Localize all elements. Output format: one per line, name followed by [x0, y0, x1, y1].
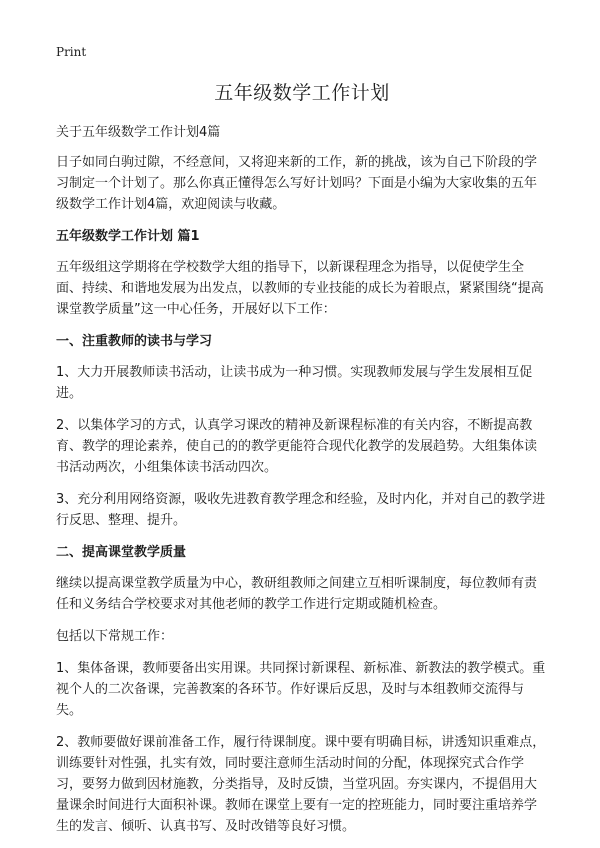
print-link[interactable]: Print [56, 45, 87, 59]
section-title: 五年级数学工作计划 篇1 [56, 229, 200, 244]
heading-teaching-quality: 二、提高课堂教学质量 [56, 545, 187, 560]
list-item: 1、大力开展教师读书活动，让读书成为一种习惯。实现教师发展与学生发展相互促进。 [56, 365, 533, 401]
document-subtitle: 关于五年级数学工作计划4篇 [56, 125, 221, 140]
paragraph: 包括以下常规工作： [56, 629, 174, 644]
section-intro-paragraph: 五年级组这学期将在学校数学大组的指导下，以新课程理念为指导，以促使学生全面、持续、和谐地发展为出发点，以教师的专业技能的成长为着眼点，紧紧围绕“提高课堂教学质量”这一中心任务，开展好以下工作： [56, 260, 544, 317]
list-item: 2、以集体学习的方式，认真学习课改的精神及新课程标准的有关内容，不断提高教育、教学的理论素养，使自己的的教学更能符合现代化教学的发展趋势。大组集体读书活动两次，小组集体读书活动四次。 [56, 418, 538, 475]
document-page [56, 78, 548, 848]
page-title: 五年级数学工作计划 [214, 82, 390, 104]
paragraph: 继续以提高课堂教学质量为中心，教研组教师之间建立互相听课制度，每位教师有责任和义务结合学校要求对其他老师的教学工作进行定期或随机检查。 [56, 576, 538, 612]
list-item: 2、教师要做好课前准备工作，履行待课制度。课中要有明确目标，讲透知识重难点，训练要针对性强，扎实有效，同时要注意师生活动时间的分配，体现探究式合作学习，要努力做到因材施教，分类指导，及时反馈，当堂巩固。夯实课内，不提倡用大量课余时间进行大面积补课。教师在课堂上要有一定的控班能力，同时要注重培养学生的发言、倾听、认真书写、及时改错等良好习惯。 [56, 735, 546, 834]
list-item: 3、充分利用网络资源，吸收先进教育教学理念和经验，及时内化，并对自己的教学进行反思、整理、提升。 [56, 492, 546, 528]
list-item: 1、集体备课，教师要备出实用课。共同探讨新课程、新标准、新教法的教学模式。重视个人的二次备课，完善教案的各环节。作好课后反思，及时与本组教师交流得与失。 [56, 661, 546, 718]
intro-paragraph: 日子如同白驹过隙，不经意间，又将迎来新的工作，新的挑战，该为自己下阶段的学习制定一个计划了。那么你真正懂得怎么写好计划吗？下面是小编为大家收集的五年级数学工作计划4篇，欢迎阅读与收藏。 [56, 155, 538, 212]
heading-reading-and-learning: 一、注重教师的读书与学习 [56, 334, 213, 349]
